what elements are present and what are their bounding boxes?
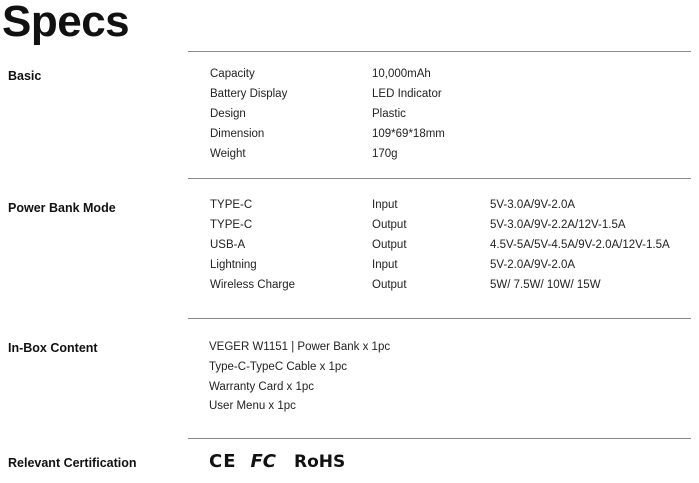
port-rating: 5V-2.0A/9V-2.0A	[490, 259, 576, 271]
section-label-relevant-certification: Relevant Certification	[8, 456, 137, 470]
fcc-mark-icon: FC	[250, 451, 277, 472]
in-box-item: Warranty Card x 1pc	[209, 381, 315, 393]
ce-mark-icon: CE	[209, 451, 237, 472]
section-label-power-bank-mode: Power Bank Mode	[8, 201, 116, 215]
port-direction: Output	[372, 239, 407, 251]
page-title: Specs	[2, 0, 130, 46]
divider	[188, 178, 691, 179]
port-direction: Input	[372, 199, 398, 211]
port-rating: 5V-3.0A/9V-2.2A/12V-1.5A	[490, 219, 626, 231]
port-direction: Input	[372, 259, 398, 271]
in-box-item: User Menu x 1pc	[209, 400, 296, 412]
port-name: USB-A	[210, 239, 246, 251]
spec-name: Battery Display	[210, 88, 288, 100]
in-box-item: Type-C-TypeC Cable x 1pc	[209, 361, 348, 373]
in-box-item: VEGER W1151 | Power Bank x 1pc	[209, 341, 391, 353]
certification-logos	[209, 452, 345, 472]
spec-value: Plastic	[372, 108, 406, 120]
spec-name: Capacity	[210, 68, 255, 80]
port-name: TYPE-C	[210, 199, 253, 211]
port-rating: 5W/ 7.5W/ 10W/ 15W	[490, 279, 601, 291]
divider	[188, 51, 691, 52]
port-rating: 4.5V-5A/5V-4.5A/9V-2.0A/12V-1.5A	[490, 239, 670, 251]
divider	[188, 318, 691, 319]
section-label-in-box-content: In-Box Content	[8, 341, 98, 355]
spec-name: Weight	[210, 148, 246, 160]
spec-name: Dimension	[210, 128, 265, 140]
spec-value: 109*69*18mm	[372, 128, 445, 140]
spec-value: 10,000mAh	[372, 68, 431, 80]
port-name: Lightning	[210, 259, 257, 271]
port-name: TYPE-C	[210, 219, 253, 231]
port-direction: Output	[372, 279, 407, 291]
spec-value: 170g	[372, 148, 398, 160]
spec-name: Design	[210, 108, 246, 120]
rohs-mark-icon: RoHS	[294, 452, 346, 472]
port-name: Wireless Charge	[210, 279, 295, 291]
divider	[188, 438, 691, 439]
spec-value: LED Indicator	[372, 88, 442, 100]
section-label-basic: Basic	[8, 69, 42, 83]
port-rating: 5V-3.0A/9V-2.0A	[490, 199, 576, 211]
port-direction: Output	[372, 219, 407, 231]
